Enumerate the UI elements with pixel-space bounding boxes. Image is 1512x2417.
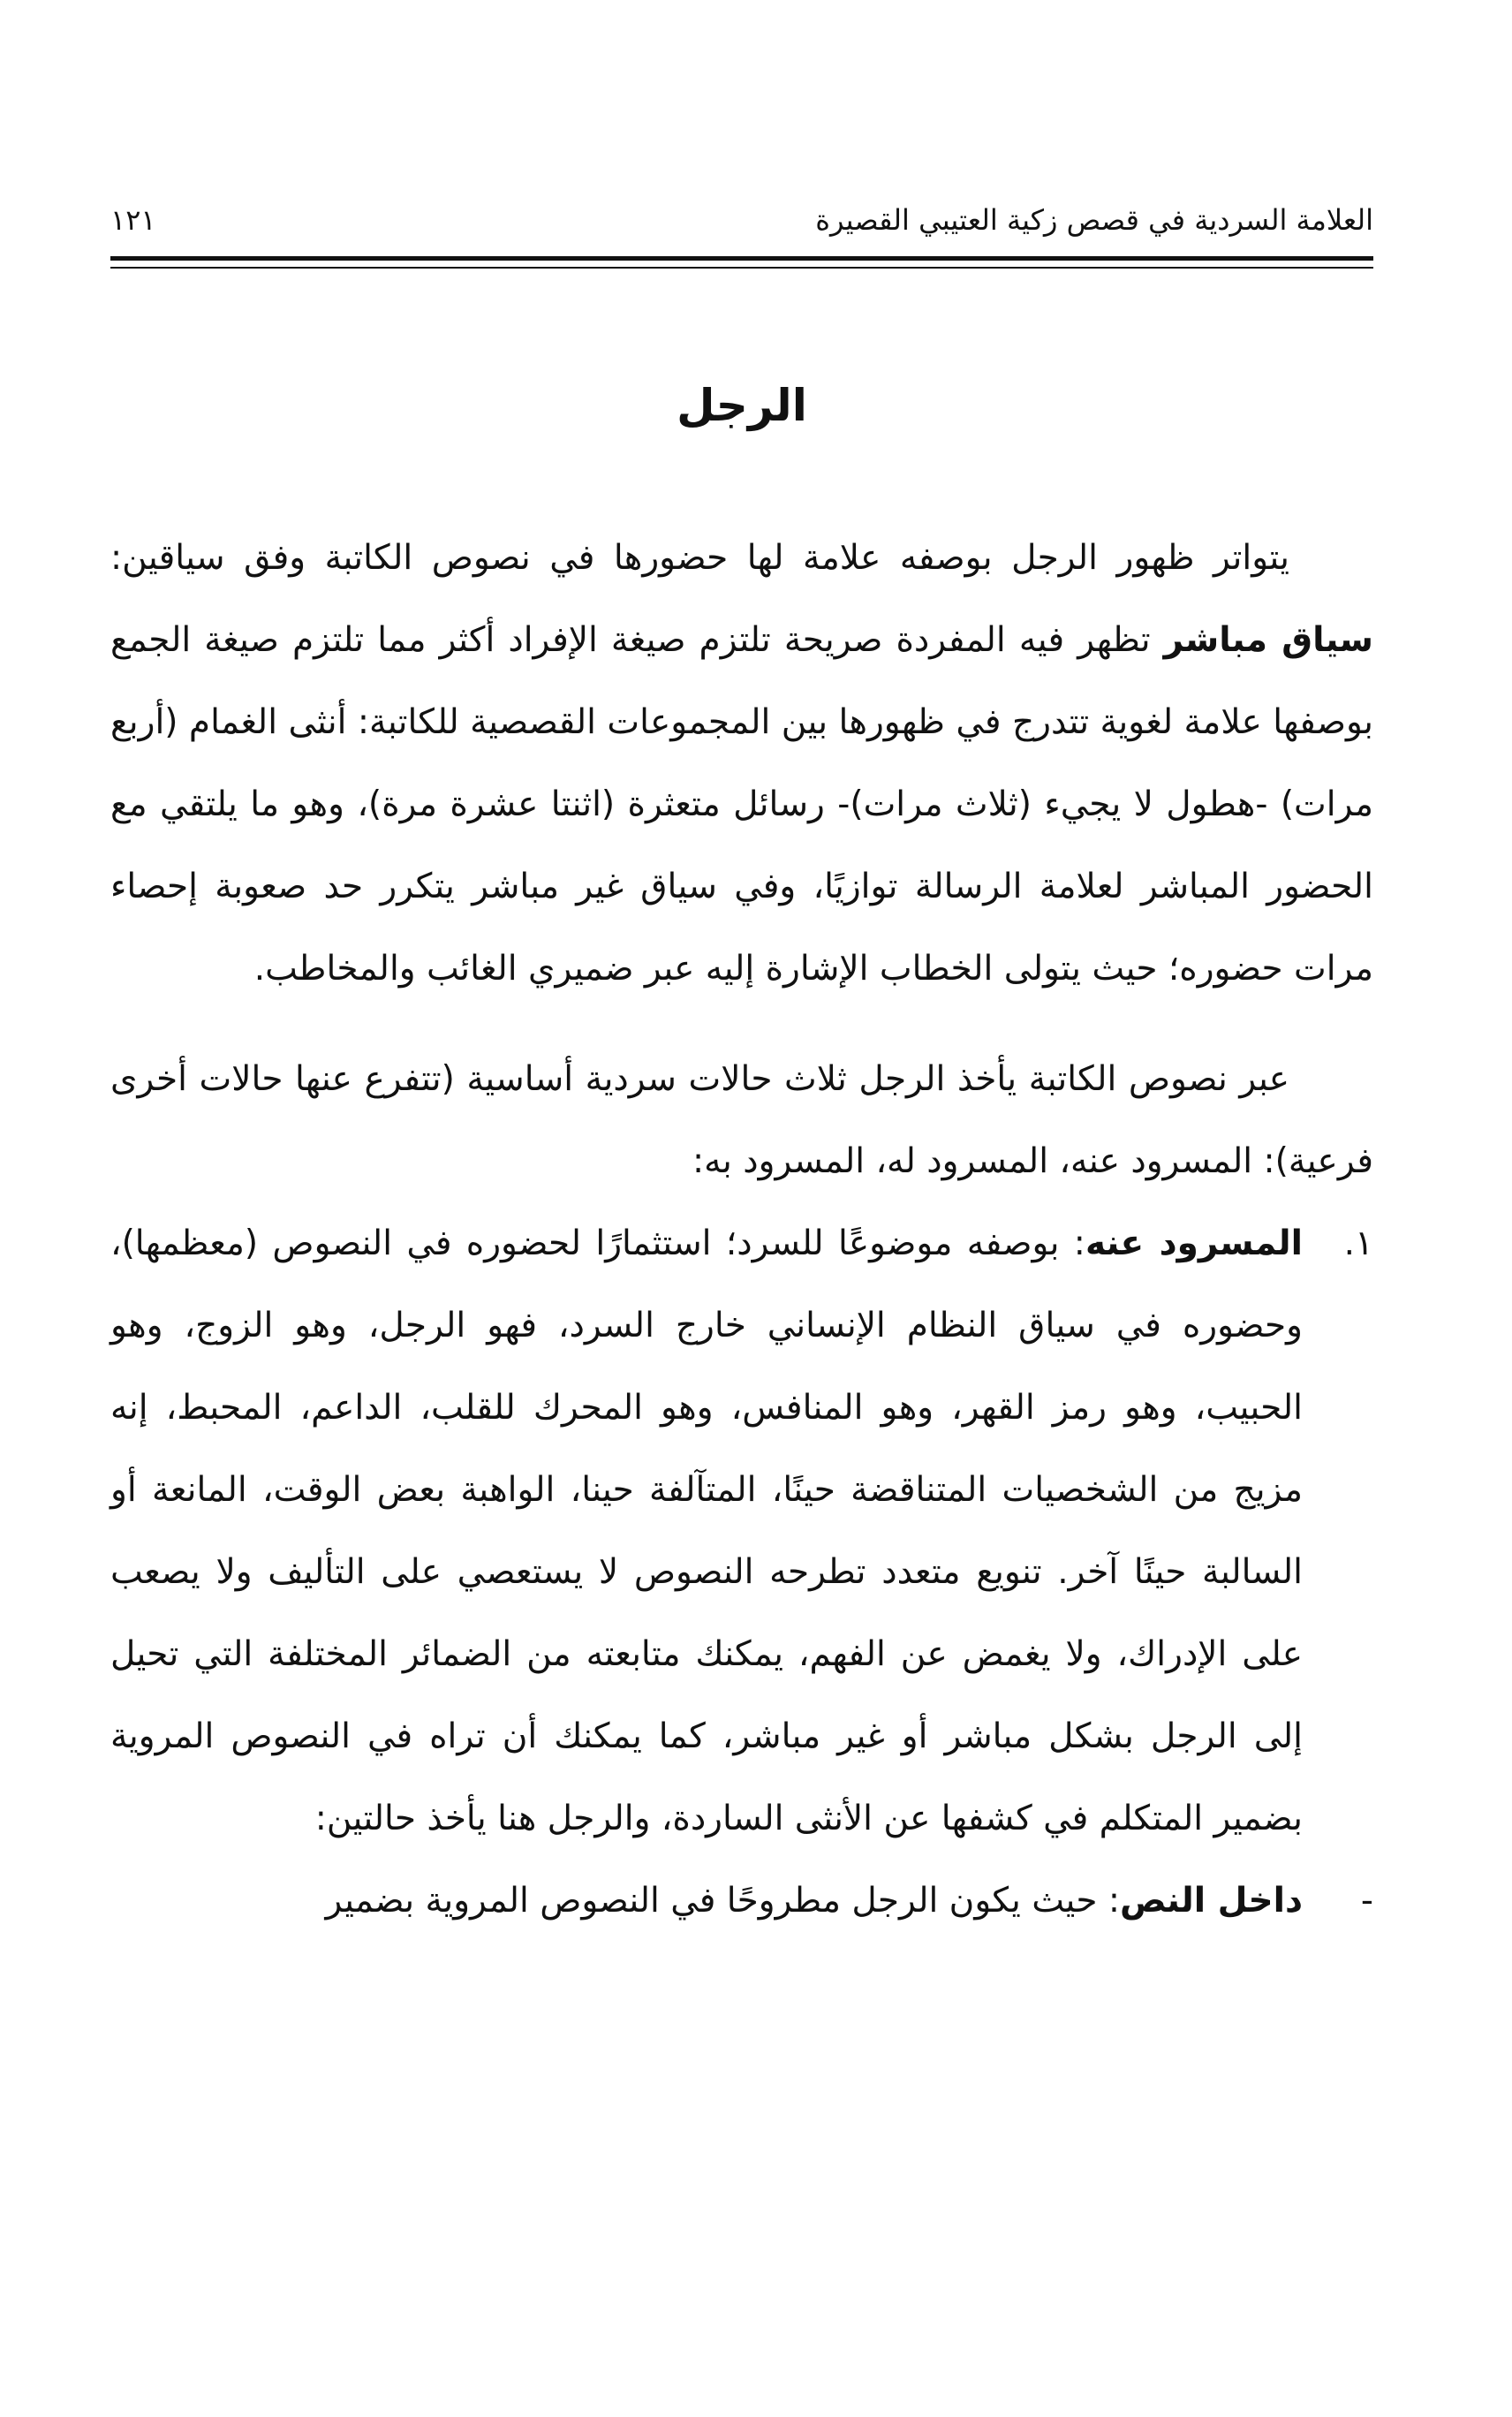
dash-item-1 xyxy=(110,1860,1373,1942)
paragraph-2: عبر نصوص الكاتبة يأخذ الرجل ثلاث حالات سردية أساسية (تتفرع عنها حالات أخرى فرعية): المسرود عنه، المسرود له، المسرود به: xyxy=(110,1059,1373,1181)
section-title: الرجل xyxy=(677,380,807,431)
paragraph-1-text-b: تظهر فيه المفردة صريحة تلتزم صيغة الإفراد أكثر مما تلتزم صيغة الجمع بوصفها علامة لغوية تتدرج في ظهورها بين المجموعات القصصية للكاتبة: أنثى الغمام (أربع مرات) -هطول لا يجيء (ثلاث مرات)- رسائل متعثرة (اثنتا عشرة مرة)، وهو ما يلتقي مع الحضور المباشر لعلامة الرسالة توازيًا، وفي سياق غير مباشر يتكرر حد صعوبة إحصاء مرات حضوره؛ حيث يتولى الخطاب الإشارة إليه عبر ضميري الغائب والمخاطب. xyxy=(110,620,1373,989)
dash-item-1-marker: - xyxy=(1360,1881,1373,1921)
list-item-1-bold-term: المسرود عنه xyxy=(1085,1224,1303,1263)
paragraph-1-bold-term: سياق مباشر xyxy=(1163,620,1373,660)
header-rule-thin xyxy=(110,267,1373,269)
dash-item-1-bold-term: داخل النص xyxy=(1119,1881,1303,1921)
paragraph-1 xyxy=(110,517,1373,1010)
body-text xyxy=(110,517,1373,1942)
list-item-1 xyxy=(110,1202,1373,1860)
header-rule-thick xyxy=(110,256,1373,261)
list-item-1-marker: ١. xyxy=(1343,1224,1373,1263)
list-item-1-body xyxy=(110,1202,1303,1860)
dash-item-1-body xyxy=(110,1860,1303,1942)
running-title: العلامة السردية في قصص زكية العتيبي القصيرة xyxy=(815,203,1373,237)
list-item-1-text: : بوصفه موضوعًا للسرد؛ استثمارًا لحضوره في النصوص (معظمها)، وحضوره في سياق النظام الإنساني خارج السرد، فهو الرجل، وهو الزوج، وهو الحبيب، وهو رمز القهر، وهو المنافس، وهو المحرك للقلب، الداعم، المحبط، إنه مزيج من الشخصيات المتناقضة حينًا، المتآلفة حينا، الواهبة بعض الوقت، المانعة أو السالبة حينًا آخر. تنويع متعدد تطرحه النصوص لا يستعصي على التأليف ولا يصعب على الإدراك، ولا يغمض عن الفهم، يمكنك متابعته من الضمائر المختلفة التي تحيل إلى الرجل بشكل مباشر أو غير مباشر، كما يمكنك أن تراه في النصوص المروية بضمير المتكلم في كشفها عن الأنثى الساردة، والرجل هنا يأخذ حالتين: xyxy=(110,1224,1303,1838)
page-header xyxy=(110,193,1373,237)
dash-item-1-text: : حيث يكون الرجل مطروحًا في النصوص المروية بضمير xyxy=(325,1881,1120,1921)
paragraph-1-text-a: يتواتر ظهور الرجل بوصفه علامة لها حضورها في نصوص الكاتبة وفق سياقين: xyxy=(110,538,1289,578)
page-number: ١٢١ xyxy=(110,203,156,237)
